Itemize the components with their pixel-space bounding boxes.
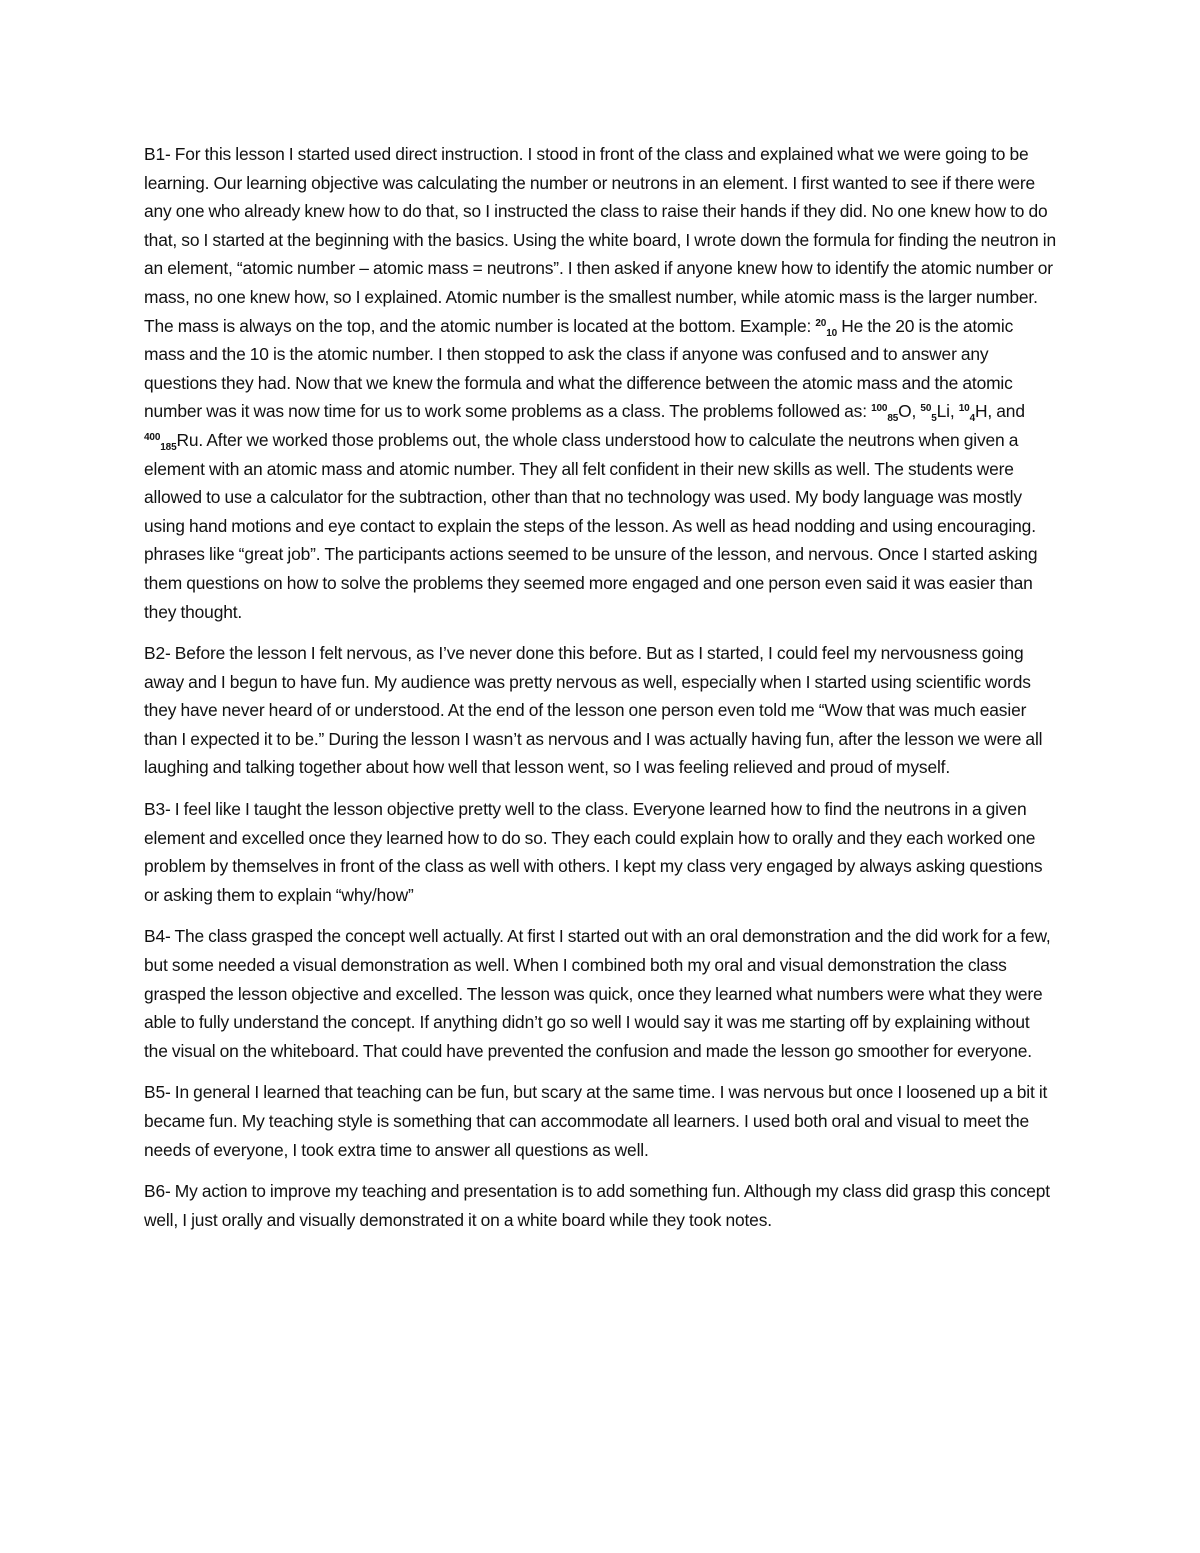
paragraph-b5: [144, 1078, 1056, 1164]
subscript-number: 10: [826, 327, 838, 339]
paragraph-b4: [144, 922, 1056, 1065]
text-run: B4- The class grasped the concept well actually. At first I started out with an oral demonstration and the did work for a few, but some needed a visual demonstration as well. When I combined both my oral and visual demonstration the class grasped the lesson objective and excelled. The lesson was quick, once they learned what numbers were what they were able to fully understand the concept. If anything didn’t go so well I would say it was me starting off by explaining without the visual on the whiteboard. That could have prevented the confusion and made the lesson go smoother for everyone.: [144, 926, 1051, 1061]
paragraph-b3: [144, 795, 1056, 909]
paragraph-b2: [144, 639, 1056, 782]
subscript-number: 5: [931, 413, 937, 425]
superscript-mass: 20: [815, 317, 827, 329]
text-run: O,: [898, 401, 921, 422]
text-run: Li,: [936, 401, 959, 422]
paragraph-b1: [144, 140, 1056, 626]
text-run: B1- For this lesson I started used direct instruction. I stood in front of the class and explained what we were going to be learning. Our learning objective was calculating the number or neutrons in an element. I first wanted to see if there were any one who already knew how to do that, so I instructed the class to raise their hands if they did. No one knew how to do that, so I started at the beginning with the basics. Using the white board, I wrote down the formula for finding the neutron in an element, “atomic number – atomic mass = neutrons”. I then asked if anyone knew how to identify the atomic number or mass, no one knew how, so I explained. Atomic number is the smallest number, while atomic mass is the larger number. The mass is always on the top, and the atomic number is located at the bottom. Example:: [144, 144, 1056, 336]
text-run: B3- I feel like I taught the lesson objective pretty well to the class. Everyone learned how to find the neutrons in a given element and excelled once they learned how to do so. They each could explain how to orally and they each worked one problem by themselves in front of the class as well with others. I kept my class very engaged by always asking questions or asking them to explain “why/how”: [144, 799, 1043, 905]
text-run: B6- My action to improve my teaching and presentation is to add something fun. Although my class did grasp this concept well, I just orally and visually demonstrated it on a white board while they took notes.: [144, 1181, 1050, 1230]
superscript-mass: 50: [920, 403, 932, 415]
paragraph-b6: [144, 1177, 1056, 1234]
text-run: Ru. After we worked those problems out, the whole class understood how to calculate the neutrons when given a element with an atomic mass and atomic number. They all felt confident in their new skills as well. The students were allowed to use a calculator for the subtraction, other than that no technology was used. My body language was mostly using hand motions and eye contact to explain the steps of the lesson. As well as head nodding and using encouraging. phrases like “great job”. The participants actions seemed to be unsure of the lesson, and nervous. Once I started asking them questions on how to solve the problems they seemed more engaged and one person even said it was easier than they thought.: [144, 429, 1038, 622]
subscript-number: 85: [887, 413, 899, 425]
text-run: H, and: [975, 401, 1025, 422]
subscript-number: 185: [160, 441, 177, 453]
subscript-number: 4: [969, 413, 976, 425]
text-run: B2- Before the lesson I felt nervous, as I’ve never done this before. But as I started, I could feel my nervousness going away and I begun to have fun. My audience was pretty nervous as well, especially when I started using scientific words they have never heard of or understood. At the end of the lesson one person even told me “Wow that was much easier than I expected it to be.” During the lesson I wasn’t as nervous and I was actually having fun, after the lesson we were all laughing and talking together about how well that lesson went, so I was feeling relieved and proud of myself.: [144, 643, 1043, 778]
text-run: He the 20 is the atomic mass and the 10 is the atomic number. I then stopped to ask the class if anyone was confused and to answer any questions they had. Now that we knew the formula and what the difference between the atomic mass and the atomic number was it was now time for us to work some problems as a class. The problems followed as:: [144, 315, 1014, 422]
document-body: [144, 140, 1056, 1247]
text-run: B5- In general I learned that teaching can be fun, but scary at the same time. I was nervous but once I loosened up a bit it became fun. My teaching style is something that can accommodate all learners. I used both oral and visual to meet the needs of everyone, I took extra time to answer all questions as well.: [144, 1082, 1048, 1160]
superscript-mass: 400: [144, 431, 161, 443]
superscript-mass: 100: [871, 403, 888, 415]
superscript-mass: 10: [958, 403, 970, 415]
